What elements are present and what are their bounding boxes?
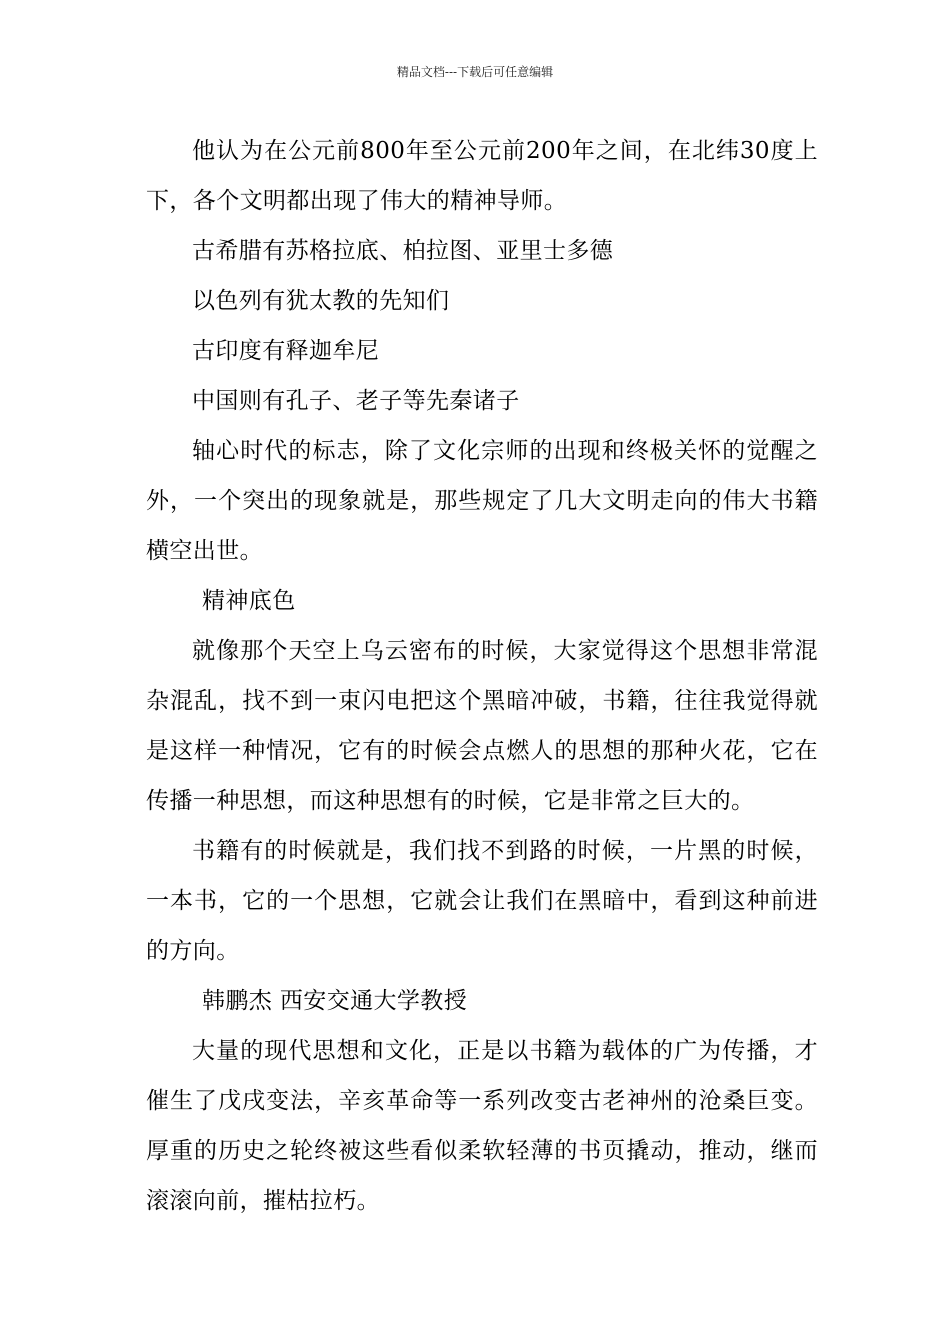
paragraph-axial-age-intro: 他认为在公元前800年至公元前200年之间，在北纬30度上下，各个文明都出现了伟大的精神导师。 <box>146 138 818 214</box>
section-heading-spirit: 精神底色 <box>202 588 296 614</box>
paragraph-axial-age-books: 轴心时代的标志，除了文化宗师的出现和终极关怀的觉醒之外，一个突出的现象就是，那些规定了几大文明走向的伟大书籍横空出世。 <box>146 438 818 564</box>
paragraph-books-direction: 书籍有的时候就是，我们找不到路的时候，一片黑的时候，一本书，它的一个思想，它就会让我们在黑暗中，看到这种前进的方向。 <box>146 838 818 964</box>
paragraph-israel: 以色列有犹太教的先知们 <box>192 288 450 314</box>
page-header: 精品文档---下载后可任意编辑 <box>396 65 554 79</box>
paragraph-modern-thought: 大量的现代思想和文化，正是以书籍为载体的广为传播，才催生了戊戌变法，辛亥革命等一系列改变古老神州的沧桑巨变。厚重的历史之轮终被这些看似柔软轻薄的书页撬动，推动，继而滚滚向前，摧枯拉朽。 <box>146 1038 818 1214</box>
paragraph-china: 中国则有孔子、老子等先秦诸子 <box>192 388 520 414</box>
document-body <box>146 126 818 1226</box>
speaker-attribution: 韩鹏杰 西安交通大学教授 <box>202 988 468 1014</box>
paragraph-ancient-greece: 古希腊有苏格拉底、柏拉图、亚里士多德 <box>192 238 614 264</box>
paragraph-lightning-metaphor: 就像那个天空上乌云密布的时候，大家觉得这个思想非常混杂混乱，找不到一束闪电把这个黑暗冲破，书籍，往往我觉得就是这样一种情况，它有的时候会点燃人的思想的那种火花，它在传播一种思想，而这种思想有的时候，它是非常之巨大的。 <box>146 638 818 814</box>
paragraph-ancient-india: 古印度有释迦牟尼 <box>192 338 380 364</box>
